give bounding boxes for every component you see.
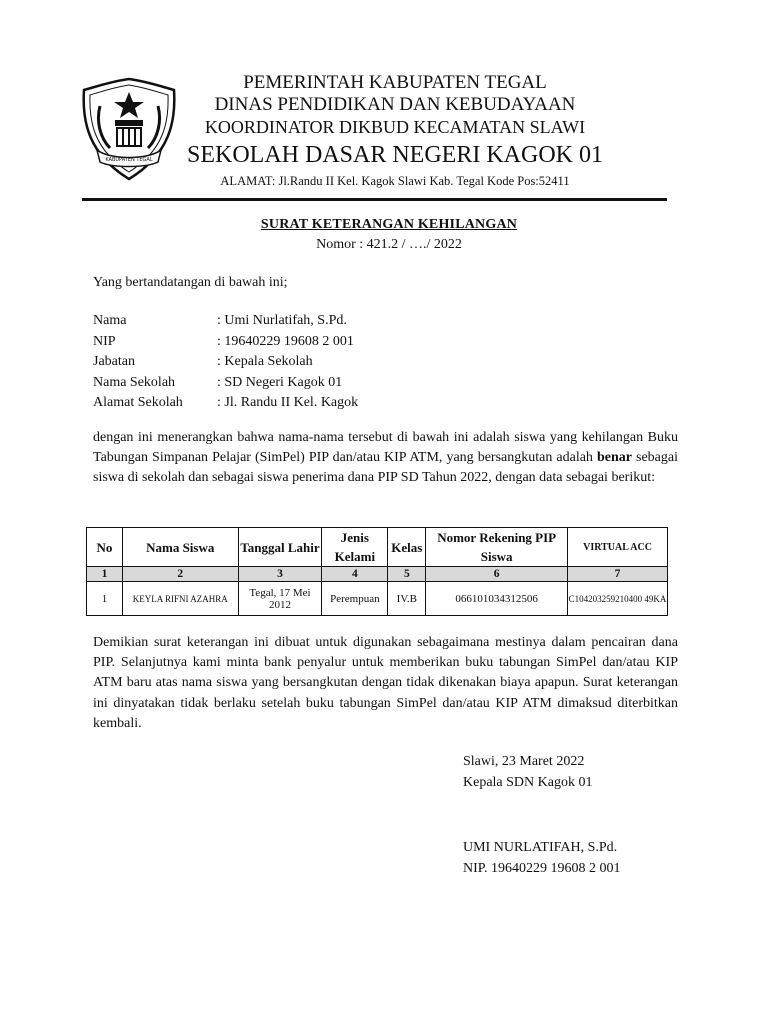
column-number: 2 (122, 567, 238, 582)
table-cell: Perempuan (322, 582, 388, 616)
signer-nip: NIP. 19640229 19608 2 001 (463, 860, 621, 876)
kabupaten-tegal-emblem-icon (80, 76, 178, 182)
place-date: Slawi, 23 Maret 2022 (463, 754, 585, 769)
table-cell: C104203259210400 49KA (568, 582, 668, 616)
field-value: : SD Negeri Kagok 01 (217, 374, 343, 390)
field-label: Alamat Sekolah (93, 395, 183, 410)
statement-text: sebagai siswa di sekolah dan sebagai siswa penerima dana PIP SD Tahun 2022, dengan data sebagai berikut: (93, 450, 678, 486)
signer-role: Kepala SDN Kagok 01 (463, 774, 593, 790)
column-header: Kelas (388, 528, 426, 567)
field-value: : Kepala Sekolah (217, 354, 313, 369)
column-number: 5 (388, 567, 426, 582)
column-header: Jenis Kelami (322, 528, 388, 567)
signer-fields (93, 311, 358, 414)
table-cell: KEYLA RIFNI AZAHRA (122, 582, 238, 616)
table-row (87, 582, 668, 616)
column-number: 6 (426, 567, 568, 582)
column-header: VIRTUAL ACC (568, 528, 668, 567)
field-label: NIP (93, 333, 116, 349)
svg-text:KABUPATEN TEGAL: KABUPATEN TEGAL (105, 157, 153, 163)
signature-footer (463, 838, 621, 879)
statement-emphasis: benar (596, 450, 632, 466)
signer-name: UMI NURLATIFAH, S.Pd. (463, 840, 618, 855)
column-number: 1 (87, 567, 123, 582)
letterhead-divider (82, 198, 667, 201)
column-header: No (87, 528, 123, 567)
column-header: Nama Siswa (122, 528, 238, 567)
field-row (93, 332, 358, 353)
field-label: Nama (93, 313, 127, 328)
column-number: 7 (568, 567, 668, 582)
table-cell: 1 (87, 582, 123, 616)
field-row (93, 352, 358, 373)
student-table (86, 527, 668, 616)
table-cell: 066101034312506 (426, 582, 568, 616)
coordinator-name: KOORDINATOR DIKBUD KECAMATAN SLAWI (204, 117, 586, 137)
field-row (93, 311, 358, 332)
table-number-row (87, 567, 668, 582)
field-row (93, 373, 358, 394)
table-cell: Tegal, 17 Mei 2012 (238, 582, 322, 616)
field-value: : Umi Nurlatifah, S.Pd. (217, 313, 347, 328)
field-label: Nama Sekolah (93, 374, 176, 390)
intro-text: Yang bertandatangan di bawah ini; (93, 275, 288, 290)
field-row (93, 393, 358, 414)
government-name: PEMERINTAH KABUPATEN TEGAL (243, 72, 547, 93)
closing-paragraph: Demikian surat keterangan ini dibuat untuk digunakan sebagaimana mestinya dalam pencairan dana PIP. Selanjutnya kami minta bank penyalur untuk memberikan buku tabungan SimPel dan/atau KIP ATM baru atas nama siswa yang bersangkutan dengan tidak dikenakan biaya apapun. Surat keterangan ini dinyatakan tidak berlaku setelah buku tabungan SimPel dan/atau KIP ATM dimaksud diterbitkan kembali. (93, 635, 678, 731)
column-number: 4 (322, 567, 388, 582)
field-label: Jabatan (93, 354, 135, 369)
table-cell: IV.B (388, 582, 426, 616)
letter-number: Nomor : 421.2 / …./ 2022 (316, 237, 462, 252)
table-header-row (87, 528, 668, 567)
department-name: DINAS PENDIDIKAN DAN KEBUDAYAAN (214, 94, 576, 115)
field-value: : 19640229 19608 2 001 (217, 333, 354, 349)
letterhead (170, 72, 620, 190)
column-header: Nomor Rekening PIP Siswa (426, 528, 568, 567)
column-header: Tanggal Lahir (238, 528, 322, 567)
field-value: : Jl. Randu II Kel. Kagok (217, 395, 359, 410)
statement-paragraph (93, 428, 678, 489)
statement-text: dengan ini menerangkan bahwa nama-nama tersebut di bawah ini adalah siswa yang kehilangan Buku Tabungan Simpanan Pelajar (SimPel) PIP dan/atau KIP ATM, yang bersangkutan adalah (93, 430, 678, 466)
column-number: 3 (238, 567, 322, 582)
school-address: ALAMAT: Jl.Randu II Kel. Kagok Slawi Kab. Tegal Kode Pos:52411 (220, 174, 570, 188)
letter-title: SURAT KETERANGAN KEHILANGAN (260, 217, 518, 232)
signature-header (463, 752, 592, 793)
school-name: SEKOLAH DASAR NEGERI KAGOK 01 (187, 142, 603, 168)
